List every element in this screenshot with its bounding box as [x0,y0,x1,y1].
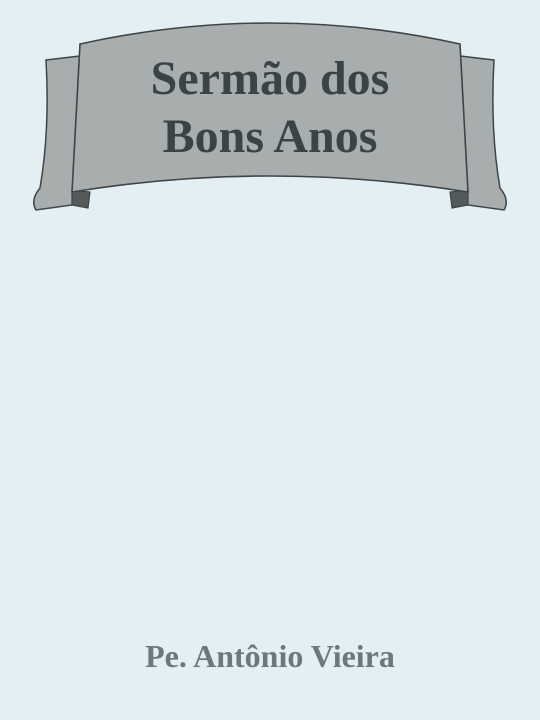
book-title [80,50,460,166]
title-line-1: Sermão dos [150,52,390,105]
title-line-2: Bons Anos [162,110,378,163]
banner-left-fold [72,190,90,208]
banner-right-fold [450,190,468,208]
book-author: Pe. Antônio Vieira [145,638,395,674]
